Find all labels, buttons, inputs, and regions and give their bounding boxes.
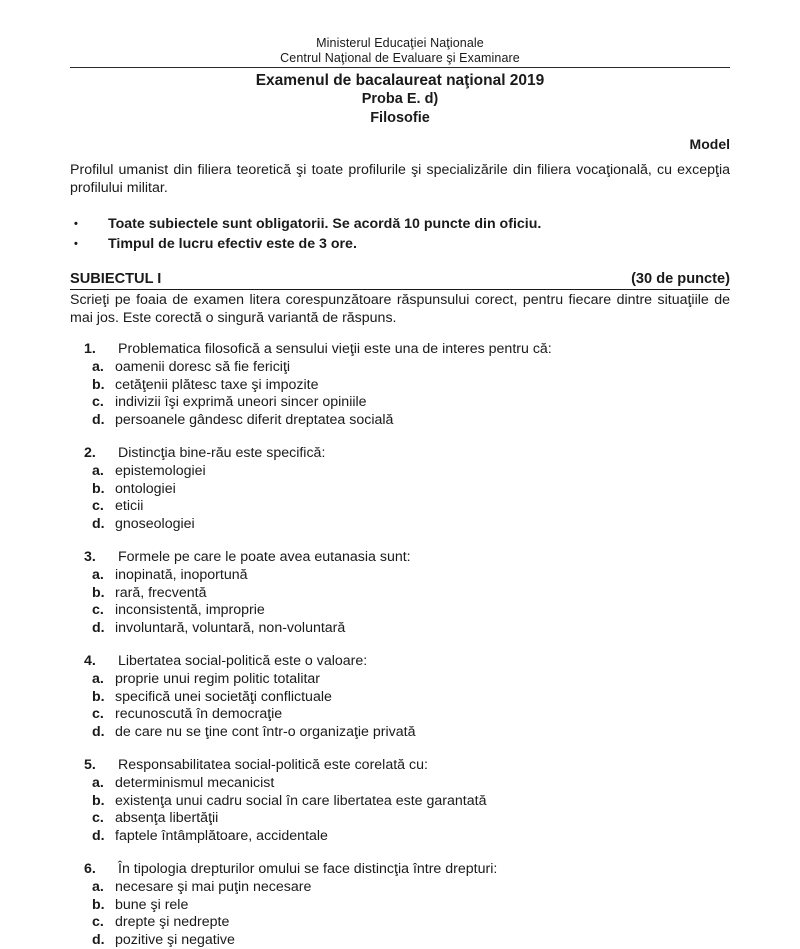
rule-text: Toate subiectele sunt obligatorii. Se acordă 10 puncte din oficiu. [108, 216, 541, 232]
question-number: 3. [84, 548, 96, 566]
option-letter: d. [92, 412, 105, 430]
answer-option [70, 498, 730, 516]
question-item [70, 340, 730, 429]
option-letter: d. [92, 620, 105, 638]
question-text: În tipologia drepturilor omului se face distincţia între drepturi: [118, 861, 497, 877]
option-text: involuntară, voluntară, non-voluntară [115, 620, 345, 636]
answer-option [70, 481, 730, 499]
question-list [70, 340, 730, 949]
exam-title: Examenul de bacalaureat naţional 2019 [0, 71, 800, 90]
option-letter: c. [92, 706, 104, 724]
question-item [70, 860, 730, 949]
option-letter: b. [92, 585, 105, 603]
answer-option [70, 567, 730, 585]
option-text: ontologiei [115, 481, 176, 497]
question-item [70, 444, 730, 533]
answer-option [70, 585, 730, 603]
answer-option [70, 516, 730, 534]
bullet-icon: • [74, 235, 78, 255]
question-number: 6. [84, 860, 96, 878]
option-letter: b. [92, 793, 105, 811]
option-text: bune şi rele [115, 897, 188, 913]
option-text: recunoscută în democraţie [115, 706, 282, 722]
answer-option [70, 810, 730, 828]
answer-option [70, 359, 730, 377]
answer-option [70, 828, 730, 846]
answer-option [70, 412, 730, 430]
answer-option [70, 932, 730, 949]
evaluation-center-line: Centrul Naţional de Evaluare şi Examinare [0, 51, 800, 66]
option-letter: b. [92, 481, 105, 499]
option-text: pozitive şi negative [115, 932, 235, 948]
question-number: 1. [84, 340, 96, 358]
question-item [70, 548, 730, 637]
option-letter: a. [92, 671, 104, 689]
option-text: epistemologiei [115, 463, 206, 479]
option-text: rară, frecventă [115, 585, 206, 601]
option-letter: b. [92, 897, 105, 915]
question-number: 2. [84, 444, 96, 462]
question-text: Libertatea social-politică este o valoare: [118, 653, 367, 669]
option-text: drepte şi nedrepte [115, 914, 229, 930]
question-number: 5. [84, 756, 96, 774]
model-label: Model [70, 135, 730, 153]
list-item [70, 235, 730, 255]
subject-points: (30 de puncte) [631, 270, 730, 288]
option-letter: a. [92, 879, 104, 897]
option-letter: d. [92, 516, 105, 534]
question-number: 4. [84, 652, 96, 670]
option-text: gnoseologiei [115, 516, 195, 532]
option-letter: c. [92, 602, 104, 620]
subject-label: SUBIECTUL I [70, 270, 161, 288]
question-stem [70, 860, 730, 878]
question-item [70, 756, 730, 845]
option-text: specifică unei societăţi conflictuale [115, 689, 332, 705]
option-letter: d. [92, 932, 105, 949]
option-text: proprie unui regim politic totalitar [115, 671, 320, 687]
option-letter: c. [92, 394, 104, 412]
option-text: faptele întâmplătoare, accidentale [115, 828, 328, 844]
option-text: necesare şi mai puţin necesare [115, 879, 311, 895]
question-stem [70, 756, 730, 774]
option-letter: b. [92, 377, 105, 395]
header-divider [70, 67, 730, 68]
document-masthead [0, 0, 800, 66]
answer-option [70, 897, 730, 915]
option-text: eticii [115, 498, 143, 514]
option-letter: a. [92, 463, 104, 481]
option-text: cetăţenii plătesc taxe şi impozite [115, 377, 318, 393]
option-letter: c. [92, 498, 104, 516]
option-text: absenţa libertăţii [115, 810, 218, 826]
question-text: Distincţia bine-rău este specifică: [118, 445, 325, 461]
option-letter: c. [92, 810, 104, 828]
option-text: inconsistentă, improprie [115, 602, 265, 618]
option-letter: a. [92, 567, 104, 585]
question-text: Formele pe care le poate avea eutanasia sunt: [118, 549, 411, 565]
answer-option [70, 914, 730, 932]
exam-subject: Filosofie [0, 109, 800, 128]
question-stem [70, 548, 730, 566]
answer-option [70, 377, 730, 395]
answer-option [70, 706, 730, 724]
option-text: inopinată, inoportună [115, 567, 248, 583]
answer-option [70, 602, 730, 620]
option-text: indivizii îşi exprimă uneori sincer opiniile [115, 394, 367, 410]
list-item [70, 215, 730, 235]
answer-option [70, 620, 730, 638]
option-text: de care nu se ţine cont într-o organizaţie privată [115, 724, 415, 740]
option-letter: a. [92, 359, 104, 377]
option-text: persoanele gândesc diferit dreptatea socială [115, 412, 393, 428]
question-stem [70, 340, 730, 358]
question-item [70, 652, 730, 741]
exam-proba: Proba E. d) [0, 90, 800, 109]
profile-note: Profilul umanist din filiera teoretică şi toate profilurile şi specializările din filiera vocaţională, cu excepţia profilului militar. [70, 162, 730, 197]
answer-option [70, 879, 730, 897]
option-letter: b. [92, 689, 105, 707]
option-text: oamenii doresc să fie fericiţi [115, 359, 290, 375]
subject-instruction: Scrieţi pe foaia de examen litera corespunzătoare răspunsului corect, pentru fiecare dintre situaţiile de mai jos. Este corectă o singură variantă de răspuns. [70, 292, 730, 327]
subject-heading [70, 270, 730, 290]
rule-text: Timpul de lucru efectiv este de 3 ore. [108, 236, 357, 252]
answer-option [70, 394, 730, 412]
option-text: existenţa unui cadru social în care libertatea este garantată [115, 793, 486, 809]
document-content [70, 162, 730, 949]
question-stem [70, 652, 730, 670]
question-text: Responsabilitatea social-politică este corelată cu: [118, 757, 428, 773]
ministry-line: Ministerul Educaţiei Naţionale [0, 36, 800, 51]
question-text: Problematica filosofică a sensului vieţii este una de interes pentru că: [118, 341, 552, 357]
answer-option [70, 724, 730, 742]
option-letter: c. [92, 914, 104, 932]
bullet-icon: • [74, 215, 78, 235]
option-letter: d. [92, 828, 105, 846]
exam-rules-list [70, 215, 730, 254]
option-letter: a. [92, 775, 104, 793]
answer-option [70, 775, 730, 793]
option-text: determinismul mecanicist [115, 775, 274, 791]
question-stem [70, 444, 730, 462]
answer-option [70, 793, 730, 811]
answer-option [70, 463, 730, 481]
exam-title-block [0, 71, 800, 128]
answer-option [70, 671, 730, 689]
answer-option [70, 689, 730, 707]
option-letter: d. [92, 724, 105, 742]
